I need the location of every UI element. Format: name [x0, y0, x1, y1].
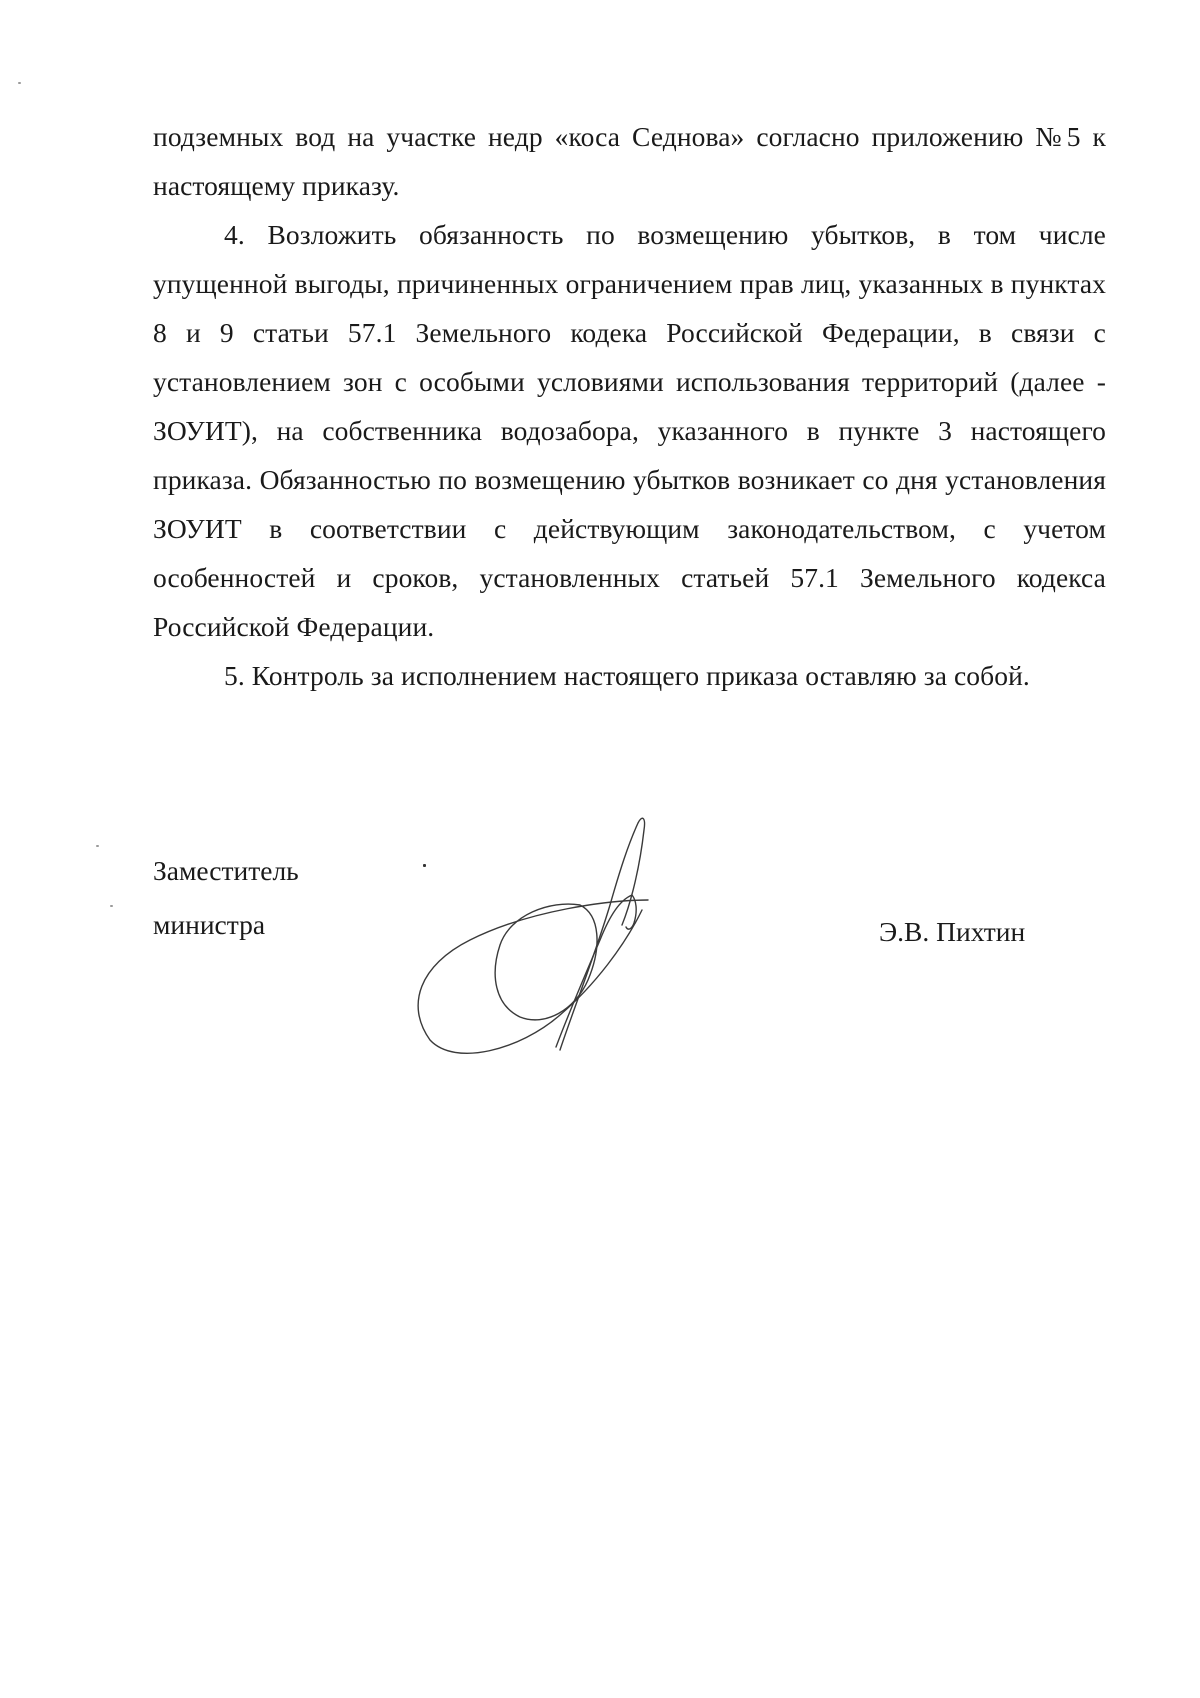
- scan-speck: [96, 845, 99, 847]
- signatory-position-line-1: Заместитель: [153, 855, 299, 886]
- signatory-name: Э.В. Пихтин: [879, 916, 1026, 947]
- handwritten-signature: [410, 805, 680, 1055]
- scan-speck: [110, 905, 113, 907]
- paragraph-continuation: подземных вод на участке недр «коса Седнова» согласно приложению №5 к настоящему приказу.: [153, 121, 1106, 201]
- scan-speck: [423, 864, 426, 867]
- document-body: [153, 112, 1106, 700]
- paragraph-item-4: 4. Возложить обязанность по возмещению убытков, в том числе упущенной выгоды, причиненных ограничением прав лиц, указанных в пунктах 8 и 9 статьи 57.1 Земельного кодека Российской Федерации, в связи с установлением зон с особыми условиями использования территорий (далее - ЗОУИТ), на собственника водозабора, указанного в пункте 3 настоящего приказа. Обязанностью по возмещению убытков возникает со дня установления ЗОУИТ в соответствии с действующим законодательством, с учетом особенностей и сроков, установленных статьей 57.1 Земельного кодекса Российской Федерации.: [153, 219, 1106, 642]
- scan-speck: [18, 82, 21, 84]
- signatory-position-line-2: министра: [153, 909, 266, 940]
- paragraph-item-5: 5. Контроль за исполнением настоящего приказа оставляю за собой.: [224, 660, 1030, 691]
